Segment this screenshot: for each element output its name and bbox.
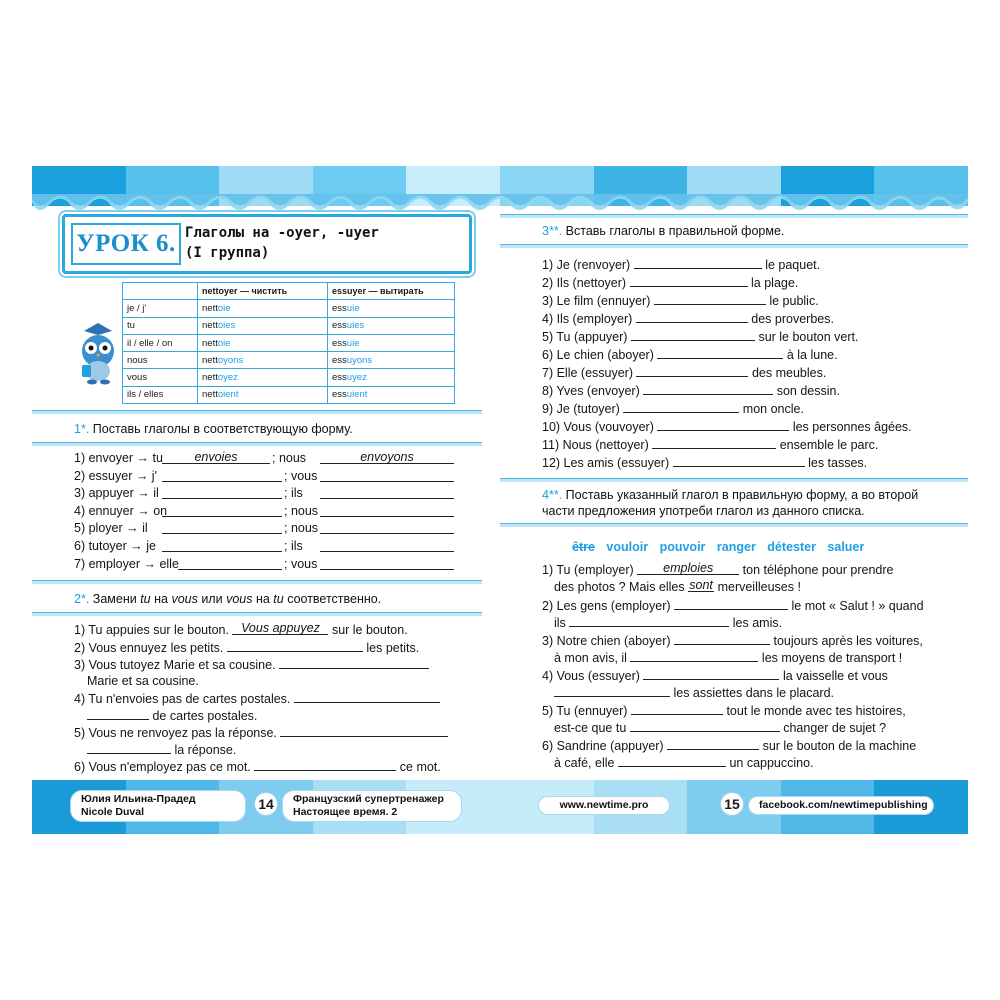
exercise-4-line: à mon avis, il les moyens de transport ! xyxy=(554,651,903,665)
book-title-label: Французский супертренажер Настоящее время. 2 xyxy=(282,790,462,822)
answer-blank[interactable] xyxy=(320,521,454,534)
answer-blank[interactable] xyxy=(294,690,440,703)
exercise-1-line: 5) ployer → il ; nous xyxy=(74,520,454,537)
exercise-2-instruction: 2*. Замени tu на vous или vous на tu соответственно. xyxy=(74,592,382,606)
answer-blank[interactable] xyxy=(87,741,171,754)
exercise-1-line: 2) essuyer → j' ; vous xyxy=(74,468,454,485)
exercise-2-line: 5) Vous ne renvoyez pas la réponse. xyxy=(74,724,448,742)
answer-blank[interactable]: envoyons xyxy=(320,451,454,464)
answer-blank[interactable]: emploies xyxy=(637,562,739,575)
answer-blank[interactable] xyxy=(623,400,739,413)
answer-blank[interactable] xyxy=(631,702,723,715)
verb-cell: nettoyons xyxy=(198,352,328,369)
table-header: essuyer — вытирать xyxy=(328,283,455,300)
answer-blank[interactable] xyxy=(618,754,726,767)
answer-blank[interactable] xyxy=(162,521,282,534)
table-row xyxy=(123,300,455,317)
verb-cell: essuyons xyxy=(328,352,455,369)
answer-blank[interactable] xyxy=(667,737,759,750)
answer-blank[interactable] xyxy=(320,469,454,482)
owl-mascot-icon xyxy=(74,321,122,385)
conjugation-table xyxy=(122,282,455,404)
exercise-4-line: des photos ? Mais elles sont merveilleuses ! xyxy=(554,578,801,594)
table-row xyxy=(123,369,455,386)
facebook-link[interactable]: facebook.com/newtimepublishing xyxy=(748,796,934,815)
exercise-4-line: 4) Vous (essuyer) la vaisselle et vous xyxy=(542,669,888,683)
answer-blank[interactable] xyxy=(643,382,773,395)
pronoun-cell: tu xyxy=(123,317,198,334)
word-item: ranger xyxy=(716,540,756,554)
answer-blank[interactable] xyxy=(178,557,282,570)
table-row xyxy=(123,386,455,403)
exercise-4-line: 6) Sandrine (appuyer) sur le bouton de la machine xyxy=(542,739,917,753)
exercise-4-line: 3) Notre chien (aboyer) toujours après les voitures, xyxy=(542,634,923,648)
word-item: saluer xyxy=(827,540,865,554)
lesson-number: УРОК 6. xyxy=(71,223,181,265)
exercise-2-line: 4) Tu n'envoies pas de cartes postales. xyxy=(74,690,440,708)
exercise-3-line: 6) Le chien (aboyer) à la lune. xyxy=(542,348,838,362)
answer-blank[interactable] xyxy=(634,256,762,269)
exercise-3-line: 4) Ils (employer) des proverbes. xyxy=(542,312,834,326)
exercise-2-line: Marie et sa cousine. xyxy=(87,674,199,688)
answer-blank[interactable]: envoies xyxy=(162,451,270,464)
answer-blank[interactable] xyxy=(657,346,783,359)
answer-blank[interactable] xyxy=(657,418,789,431)
exercise-3-line: 2) Ils (nettoyer) la plage. xyxy=(542,276,799,290)
verb-cell: nettoies xyxy=(198,317,328,334)
pronoun-cell: je / j' xyxy=(123,300,198,317)
section-divider xyxy=(500,478,968,482)
table-row xyxy=(123,317,455,334)
pronoun-cell: il / elle / on xyxy=(123,334,198,351)
answer-blank[interactable] xyxy=(652,436,776,449)
answer-blank[interactable] xyxy=(254,758,396,771)
answer-blank[interactable] xyxy=(320,504,454,517)
exercise-3-line: 12) Les amis (essuyer) les tasses. xyxy=(542,456,868,470)
exercise-2-line: la réponse. xyxy=(87,741,236,759)
exercise-1-line: 1) envoyer → tu envoies ; nous envoyons xyxy=(74,450,454,467)
answer-blank[interactable] xyxy=(674,632,770,645)
answer-blank[interactable] xyxy=(320,557,454,570)
answer-blank[interactable] xyxy=(280,724,448,737)
answer-blank[interactable] xyxy=(162,486,282,499)
section-divider xyxy=(500,214,968,218)
exercise-4-line: à café, elle un cappuccino. xyxy=(554,756,814,770)
website-link[interactable]: www.newtime.pro xyxy=(538,796,670,815)
answer-blank[interactable] xyxy=(630,274,748,287)
word-item: détester xyxy=(767,540,816,554)
exercise-4-line: est-ce que tu changer de sujet ? xyxy=(554,721,887,735)
answer-blank[interactable] xyxy=(227,639,363,652)
answer-blank[interactable] xyxy=(631,328,755,341)
verb-cell: essuies xyxy=(328,317,455,334)
verb-cell: nettoie xyxy=(198,300,328,317)
exercise-3-line: 7) Elle (essuyer) des meubles. xyxy=(542,366,827,380)
answer-blank[interactable]: Vous appuyez xyxy=(232,622,328,635)
exercise-1-line: 4) ennuyer → on ; nous xyxy=(74,503,454,520)
lesson-title: Глаголы на -oyer, -uyer (I группа) xyxy=(185,225,379,261)
exercise-4-line: ils les amis. xyxy=(554,616,783,630)
answer-blank[interactable] xyxy=(162,469,282,482)
exercise-3-line: 5) Tu (appuyer) sur le bouton vert. xyxy=(542,330,859,344)
verb-cell: essuyez xyxy=(328,369,455,386)
section-divider xyxy=(32,580,482,584)
exercise-2-line: 6) Vous n'employez pas ce mot. ce mot. xyxy=(74,760,441,774)
section-divider xyxy=(500,244,968,248)
answer-blank[interactable] xyxy=(162,504,282,517)
answer-blank[interactable] xyxy=(643,667,779,680)
verb-cell: essuie xyxy=(328,300,455,317)
answer-blank[interactable] xyxy=(569,614,729,627)
exercise-2-line: 1) Tu appuies sur le bouton. Vous appuyez sur le bouton. xyxy=(74,621,408,637)
page-number-right: 15 xyxy=(720,792,744,816)
pronoun-cell: vous xyxy=(123,369,198,386)
exercise-2-line: 3) Vous tutoyez Marie et sa cousine. xyxy=(74,656,429,674)
verb-cell: nettoient xyxy=(198,386,328,403)
word-item: pouvoir xyxy=(659,540,706,554)
answer-blank[interactable] xyxy=(320,539,454,552)
authors-label: Юлия Ильина-Прадед Nicole Duval xyxy=(70,790,246,822)
word-item: vouloir xyxy=(606,540,649,554)
lesson-title-box xyxy=(62,214,472,274)
verb-cell: essuient xyxy=(328,386,455,403)
pronoun-cell: ils / elles xyxy=(123,386,198,403)
exercise-1-line: 6) tutoyer → je ; ils xyxy=(74,538,454,555)
pronoun-cell: nous xyxy=(123,352,198,369)
table-header: nettoyer — чистить xyxy=(198,283,328,300)
exercise-3-line: 8) Yves (envoyer) son dessin. xyxy=(542,384,840,398)
table-header xyxy=(123,283,198,300)
verb-cell: nettoyez xyxy=(198,369,328,386)
answer-blank[interactable] xyxy=(654,292,766,305)
table-header-row xyxy=(123,283,455,300)
answer-blank[interactable] xyxy=(636,310,748,323)
exercise-2-line: 2) Vous ennuyez les petits. les petits. xyxy=(74,641,420,655)
exercise-2-line: de cartes postales. xyxy=(87,707,257,725)
answer-blank[interactable] xyxy=(636,364,748,377)
answer-blank[interactable] xyxy=(674,597,788,610)
exercise-4-line: 2) Les gens (employer) le mot « Salut ! » quand xyxy=(542,599,924,613)
exercise-4-line: 5) Tu (ennuyer) tout le monde avec tes histoires, xyxy=(542,704,906,718)
word-item: être xyxy=(572,540,595,554)
page-number-left: 14 xyxy=(254,792,278,816)
section-divider xyxy=(32,410,482,414)
answer-blank[interactable] xyxy=(673,454,805,467)
table-row xyxy=(123,352,455,369)
section-divider xyxy=(500,523,968,527)
answer-blank[interactable] xyxy=(162,539,282,552)
section-divider xyxy=(32,442,482,446)
exercise-3-line: 9) Je (tutoyer) mon oncle. xyxy=(542,402,804,416)
exercise-1-line: 7) employer → elle ; vous xyxy=(74,556,454,573)
exercise-3-line: 1) Je (renvoyer) le paquet. xyxy=(542,258,821,272)
exercise-4-line: 1) Tu (employer) emploies ton téléphone pour prendre xyxy=(542,561,894,577)
exercise-3-line: 3) Le film (ennuyer) le public. xyxy=(542,294,819,308)
exercise-1-instruction: 1*. Поставь глаголы в соответствующую форму. xyxy=(74,422,353,436)
exercise-3-instruction: 3**. Вставь глаголы в правильной форме. xyxy=(542,224,785,238)
exercise-1-line: 3) appuyer → il ; ils xyxy=(74,485,454,502)
answer-blank[interactable]: sont xyxy=(689,578,713,592)
exercise-3-line: 10) Vous (vouvoyer) les personnes âgées. xyxy=(542,420,912,434)
verb-cell: essuie xyxy=(328,334,455,351)
answer-blank[interactable] xyxy=(87,707,149,720)
book-spread xyxy=(32,166,968,834)
answer-blank[interactable] xyxy=(630,649,758,662)
answer-blank[interactable] xyxy=(554,684,670,697)
section-divider xyxy=(32,612,482,616)
verb-cell: nettoie xyxy=(198,334,328,351)
answer-blank[interactable] xyxy=(320,486,454,499)
word-list xyxy=(572,540,952,554)
exercise-4-instruction: 4**. Поставь указанный глагол в правильную форму, а во второй части предложения употреби глагол из данного списка. xyxy=(542,488,919,518)
table-row xyxy=(123,334,455,351)
exercise-4-line: les assiettes dans le placard. xyxy=(554,684,834,702)
answer-blank[interactable] xyxy=(279,656,429,669)
exercise-3-line: 11) Nous (nettoyer) ensemble le parc. xyxy=(542,438,879,452)
answer-blank[interactable] xyxy=(630,719,780,732)
